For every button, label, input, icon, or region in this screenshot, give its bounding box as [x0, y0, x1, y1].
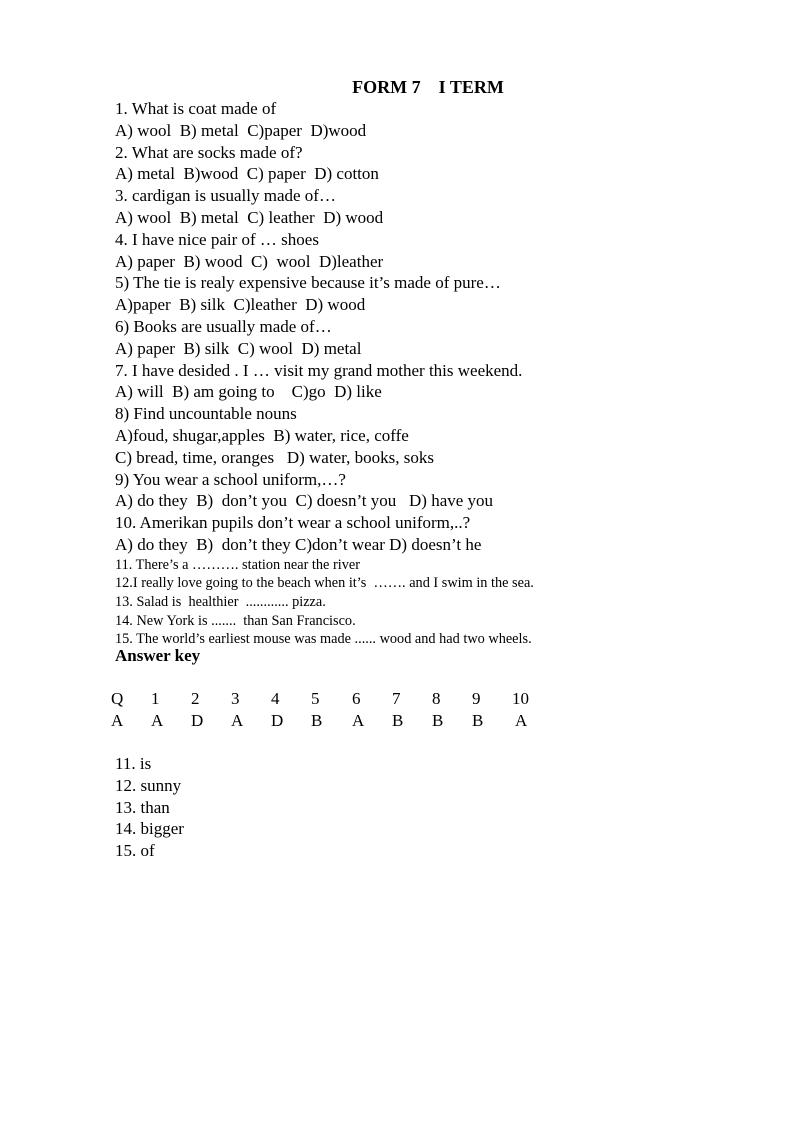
question-number-cell: 2: [191, 689, 200, 708]
answer-letter-cell: D: [191, 711, 204, 730]
answer-letter-cell: B: [472, 711, 484, 730]
question-number-cell: Q: [111, 689, 124, 708]
fill-in-question: 15. The world’s earliest mouse was made ...... wood and had two wheels.: [115, 631, 532, 648]
answer-options: C) bread, time, oranges D) water, books, soks: [115, 447, 434, 467]
answer-letter-cell: B: [311, 711, 323, 730]
answer-letter-cell: D: [271, 711, 284, 730]
question-list: [115, 98, 785, 649]
question-number-cell: 5: [311, 689, 320, 708]
question-number-cell: 7: [392, 689, 401, 708]
question-line: 3. cardigan is usually made of…: [115, 186, 336, 206]
answer-key-heading: Answer key: [115, 646, 201, 665]
fill-in-question: 13. Salad is healthier ............ pizza.: [115, 593, 326, 610]
page-title: FORM 7 I TERM: [352, 77, 504, 97]
answer-letter-cell: A: [111, 711, 124, 730]
answer-letter-cell: A: [151, 711, 164, 730]
question-number-cell: 9: [472, 689, 481, 708]
fill-in-question: 11. There’s a ………. station near the river: [115, 556, 360, 573]
answer-options: A)foud, shugar,apples B) water, rice, coffe: [115, 425, 409, 445]
written-answer: 15. of: [115, 841, 155, 861]
answer-letter-cell: A: [231, 711, 244, 730]
answer-letter-cell: B: [392, 711, 404, 730]
question-number-cell: 1: [151, 689, 160, 708]
answer-options: A) paper B) wood C) wool D)leather: [115, 251, 384, 271]
answer-options: A) do they B) don’t you C) doesn’t you D) have you: [115, 491, 494, 511]
question-line: 2. What are socks made of?: [115, 142, 303, 162]
answer-options: A)paper B) silk C)leather D) wood: [115, 295, 366, 315]
question-line: 1. What is coat made of: [115, 99, 277, 118]
question-number-cell: 6: [352, 689, 361, 708]
question-line: 9) You wear a school uniform,…?: [115, 469, 346, 489]
written-answers: [115, 753, 184, 862]
written-answer: 11. is: [115, 754, 152, 773]
answer-options: A) wool B) metal C) leather D) wood: [115, 207, 384, 227]
written-answer: 14. bigger: [115, 819, 184, 839]
answer-letter-cell: B: [432, 711, 444, 730]
question-number-cell: 4: [271, 689, 280, 708]
question-line: 4. I have nice pair of … shoes: [115, 229, 319, 249]
fill-in-question: 14. New York is ....... than San Francisco.: [115, 612, 356, 629]
answer-options: A) paper B) silk C) wool D) metal: [115, 338, 362, 358]
answer-options: A) do they B) don’t they C)don’t wear D) doesn’t he: [115, 534, 482, 554]
written-answer: 12. sunny: [115, 775, 182, 795]
question-number-cell: 3: [231, 689, 240, 708]
answer-letter-cell: A: [515, 711, 528, 730]
answer-options: A) metal B)wood C) paper D) cotton: [115, 164, 379, 184]
written-answer: 13. than: [115, 797, 170, 817]
question-number-cell: 8: [432, 689, 441, 708]
fill-in-question: 12.I really love going to the beach when it’s ……. and I swim in the sea.: [115, 575, 534, 592]
answer-options: A) wool B) metal C)paper D)wood: [115, 120, 367, 140]
question-line: 7. I have desided . I … visit my grand mother this weekend.: [115, 360, 523, 380]
answer-letter-cell: A: [352, 711, 365, 730]
question-line: 8) Find uncountable nouns: [115, 404, 297, 424]
question-line: 10. Amerikan pupils don’t wear a school uniform,..?: [115, 513, 471, 533]
question-line: 6) Books are usually made of…: [115, 316, 332, 336]
question-line: 5) The tie is realy expensive because it’s made of pure…: [115, 273, 501, 293]
question-number-cell: 10: [512, 689, 529, 708]
answer-options: A) will B) am going to C)go D) like: [115, 382, 382, 402]
